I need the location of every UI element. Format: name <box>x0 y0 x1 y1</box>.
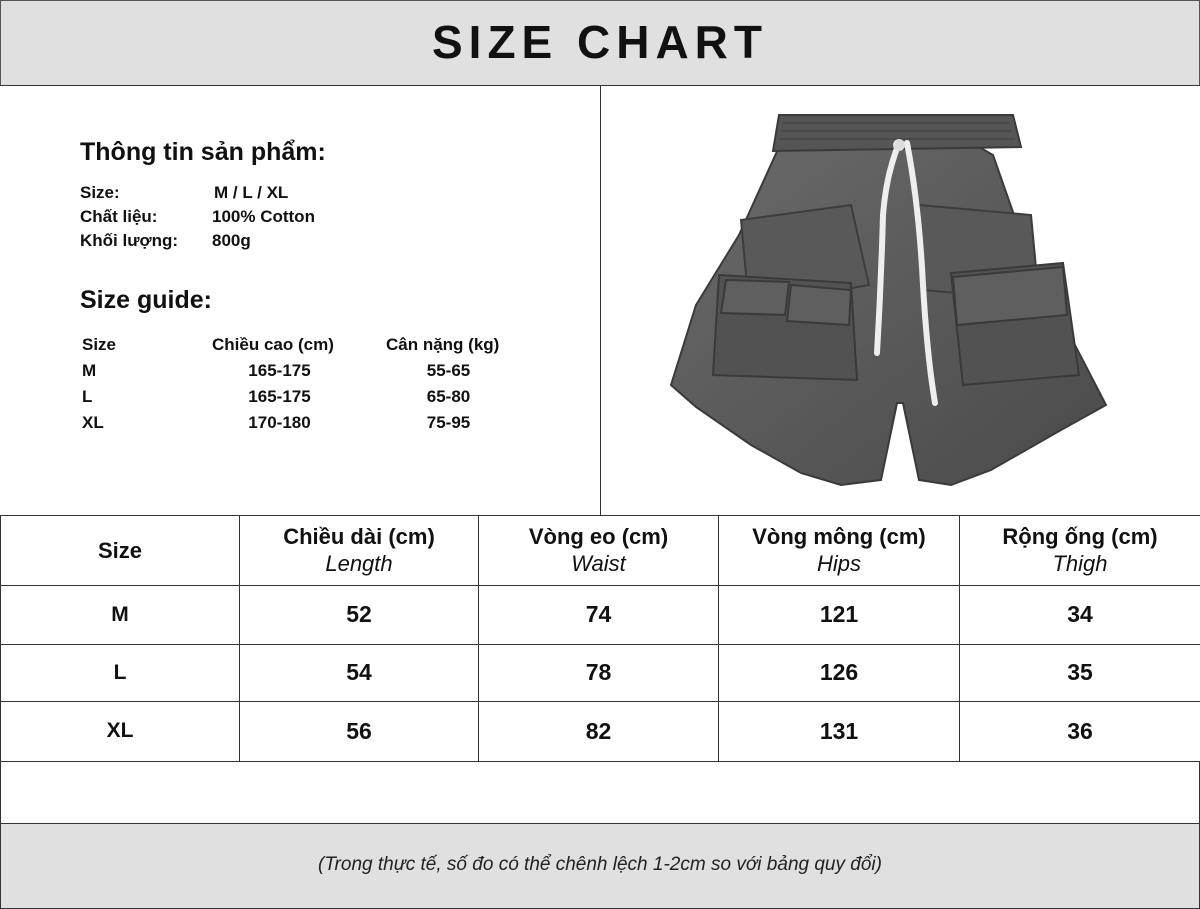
size-table-row <box>1 701 1200 761</box>
size-table-row <box>1 644 1200 701</box>
size-table-header-cell: Rộng ống (cm) Thigh <box>960 516 1200 586</box>
size-table-cell: 131 <box>719 701 960 761</box>
header-band <box>0 0 1200 86</box>
size-table-row <box>1 586 1200 644</box>
info-value: 800g <box>212 231 251 251</box>
size-guide-cell: L <box>82 387 92 407</box>
footer-band <box>0 823 1200 909</box>
size-guide-title: Size guide: <box>80 286 212 315</box>
size-guide-cell: XL <box>82 413 104 433</box>
product-image <box>601 85 1200 515</box>
size-guide-cell: 75-95 <box>386 413 511 433</box>
info-label: Khối lượng: <box>80 231 178 251</box>
info-label: Size: <box>80 183 120 203</box>
size-table-header-cell: Vòng eo (cm) Waist <box>479 516 719 586</box>
size-table-cell: M <box>1 586 240 644</box>
size-table-cell: 52 <box>240 586 479 644</box>
size-table-cell: 36 <box>960 701 1200 761</box>
size-guide-row <box>82 387 562 411</box>
size-guide-cell: 65-80 <box>386 387 511 407</box>
size-guide-cell: 165-175 <box>212 387 347 407</box>
size-guide-cell: 165-175 <box>212 361 347 381</box>
info-value: 100% Cotton <box>212 207 315 227</box>
size-guide-header <box>82 335 562 359</box>
size-table <box>0 515 1200 762</box>
size-guide-header-cell: Chiều cao (cm) <box>212 335 334 355</box>
size-guide-header-cell: Size <box>82 335 116 355</box>
size-table-cell: 54 <box>240 644 479 701</box>
size-table-cell: XL <box>1 701 240 761</box>
size-table-cell: 121 <box>719 586 960 644</box>
size-guide-cell: 55-65 <box>386 361 511 381</box>
size-table-cell: 78 <box>479 644 719 701</box>
info-value: M / L / XL <box>214 183 288 203</box>
size-table-cell: 126 <box>719 644 960 701</box>
product-info-title: Thông tin sản phẩm: <box>80 138 326 167</box>
size-table-cell: 74 <box>479 586 719 644</box>
size-table-header-cell: Chiều dài (cm) Length <box>240 516 479 586</box>
size-table-header-row <box>1 516 1200 586</box>
size-guide-row <box>82 413 562 437</box>
size-guide-cell: M <box>82 361 96 381</box>
size-guide-cell: 170-180 <box>212 413 347 433</box>
product-info-panel <box>0 85 600 515</box>
footer-note: (Trong thực tế, số đo có thể chênh lệch 1-2cm so với bảng quy đổi) <box>1 854 1199 876</box>
size-table-header-cell: Vòng mông (cm) Hips <box>719 516 960 586</box>
blank-band <box>0 762 1200 823</box>
size-table-cell: 82 <box>479 701 719 761</box>
size-table-cell: 56 <box>240 701 479 761</box>
size-table-cell: 34 <box>960 586 1200 644</box>
size-table-cell: 35 <box>960 644 1200 701</box>
size-guide-header-cell: Cân nặng (kg) <box>386 335 499 355</box>
cargo-shorts-illustration <box>601 85 1200 515</box>
size-table-cell: L <box>1 644 240 701</box>
page-title: SIZE CHART <box>1 15 1199 69</box>
info-label: Chất liệu: <box>80 207 157 227</box>
size-guide-row <box>82 361 562 385</box>
size-table-header-cell: Size <box>1 516 240 586</box>
